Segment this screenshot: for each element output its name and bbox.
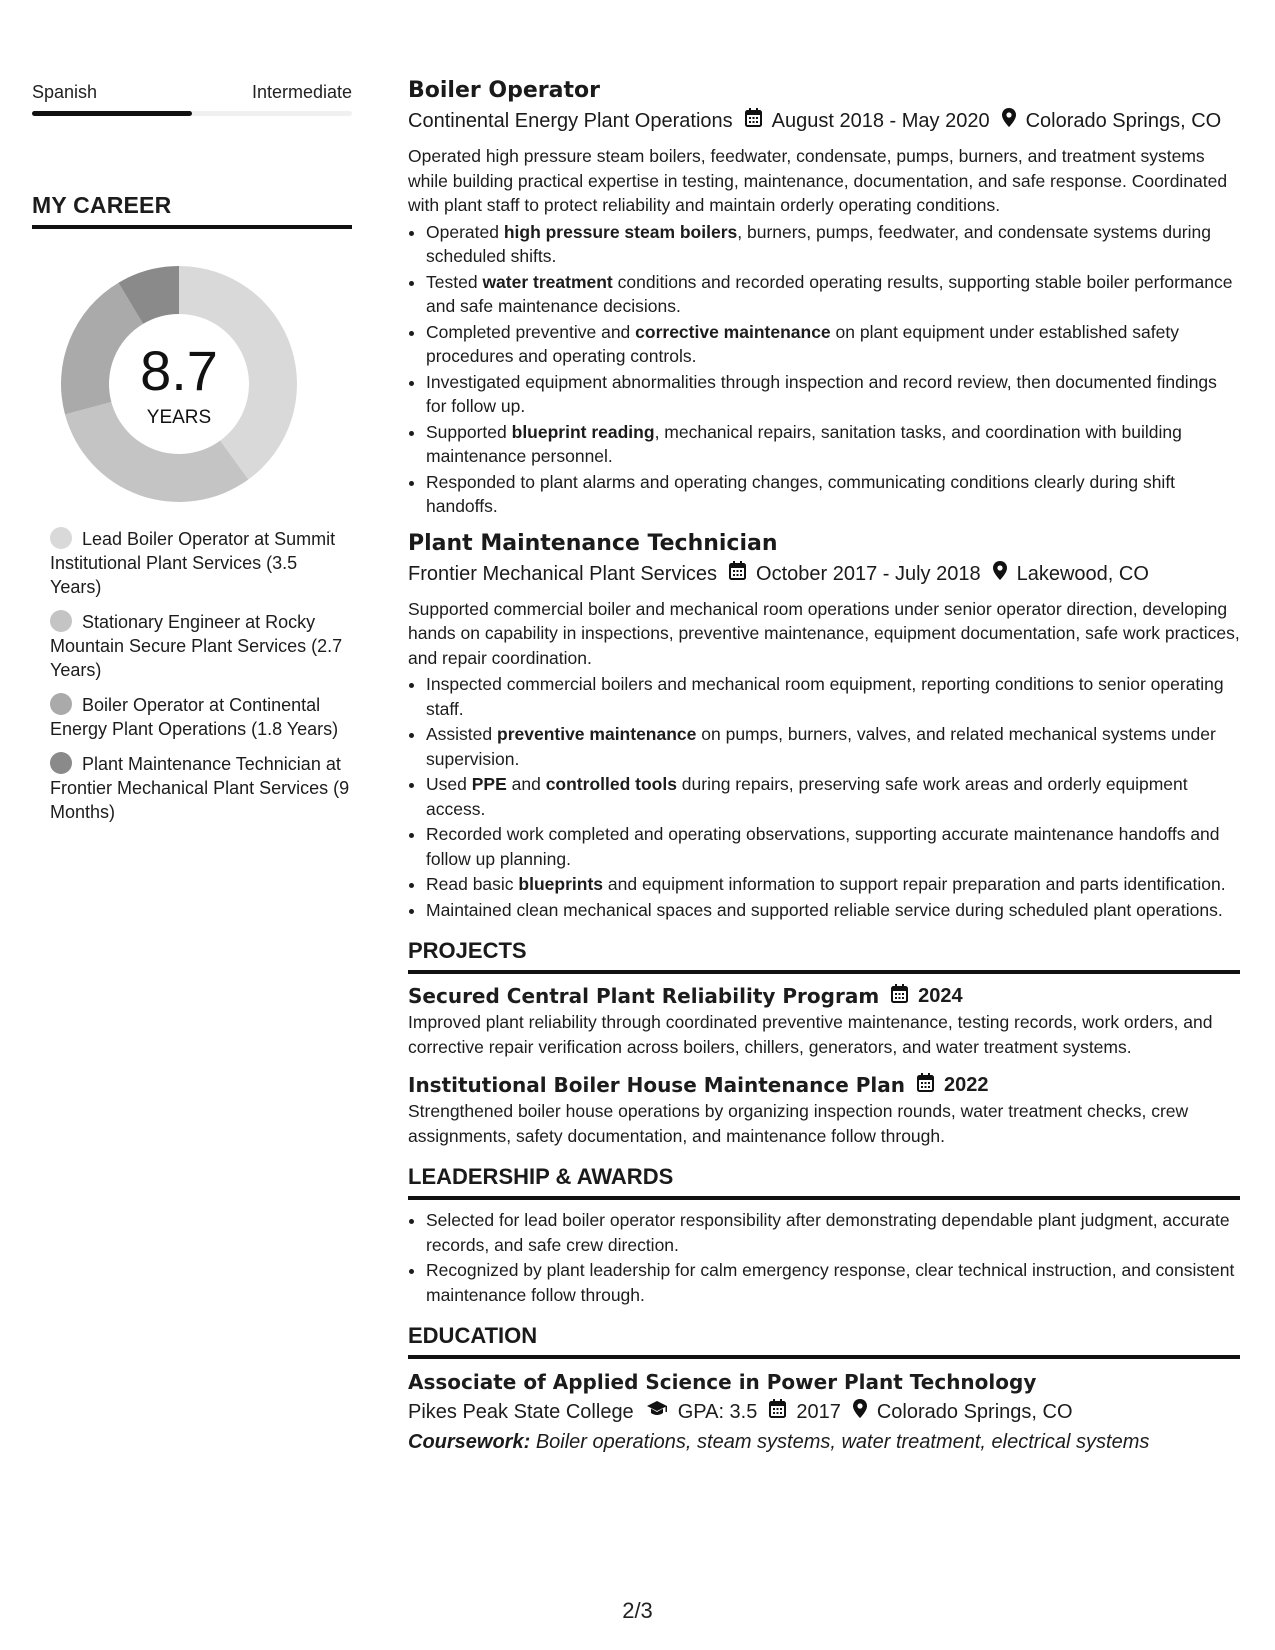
project-year: 2024 <box>918 985 963 1007</box>
job-bullets <box>408 672 1240 922</box>
right-column <box>408 76 1240 1457</box>
job-bullet <box>426 470 1240 519</box>
education-location: Colorado Springs, CO <box>876 1401 1073 1423</box>
graduation-cap-icon <box>646 1397 668 1427</box>
bullet-text: and equipment information to support repair preparation and parts identification. <box>603 874 1226 894</box>
bullet-keyword: water treatment <box>482 271 613 292</box>
education-heading: EDUCATION <box>408 1323 1240 1359</box>
education-meta <box>408 1397 1240 1427</box>
job-summary: Supported commercial boiler and mechanical room operations under senior operator direction, developing hands on capability in inspections, preventive maintenance, equipment documentation, safe work practices, and repair coordination. <box>408 598 1240 668</box>
project-title-row <box>408 1071 1240 1099</box>
education-gpa: GPA: 3.5 <box>677 1401 758 1423</box>
bullet-text: on pumps, burners, valves, and related mechanical systems under supervision. <box>426 724 1216 769</box>
project-entry <box>408 982 1240 1059</box>
job-meta <box>408 106 1240 136</box>
experience-entry <box>408 76 1240 519</box>
leadership-item: • Selected for lead boiler operator responsibility after demonstrating dependable plant judgment, accurate records, and safe crew direction. <box>426 1208 1240 1257</box>
job-bullet <box>426 722 1240 771</box>
calendar-icon <box>745 106 762 136</box>
job-company: Frontier Mechanical Plant Services <box>408 562 718 585</box>
education-degree: Associate of Applied Science in Power Plant Technology <box>408 1370 1037 1394</box>
legend-dot <box>50 693 72 715</box>
career-donut-center <box>56 261 302 507</box>
career-donut-chart <box>56 261 302 507</box>
bullet-text: Responded to plant alarms and operating changes, communicating conditions clearly during shift handoffs. <box>426 471 1176 516</box>
education-year: 2017 <box>796 1401 841 1423</box>
career-legend-item <box>50 752 352 824</box>
bullet-keyword: blueprints <box>518 874 604 894</box>
legend-dot <box>50 752 72 774</box>
bullet-text: and <box>506 774 546 794</box>
bullet-text: Used <box>426 774 472 794</box>
page-number: 2/3 <box>622 1598 653 1623</box>
job-bullet <box>426 822 1240 871</box>
career-total-value: 8.7 <box>140 339 218 402</box>
bullet-text: Read basic <box>426 874 519 894</box>
bullet-keyword: corrective maintenance <box>635 321 831 342</box>
project-year: 2022 <box>943 1074 989 1096</box>
project-entry <box>408 1071 1240 1148</box>
bullet-text: conditions and recorded operating results, supporting stable boiler performance and safe maintenance decisions. <box>426 271 1233 316</box>
calendar-icon <box>891 982 908 1010</box>
language-name: Spanish <box>32 82 98 102</box>
language-proficiency-bar <box>32 111 352 116</box>
job-bullet <box>426 220 1240 269</box>
job-meta <box>408 559 1240 589</box>
coursework-text: Boiler operations, steam systems, water treatment, electrical systems <box>535 1431 1150 1453</box>
bullet-text: , burners, pumps, feedwater, and condensate systems during scheduled shifts. <box>426 221 1211 266</box>
bullet-text: Tested <box>426 271 483 292</box>
project-title-row <box>408 982 1240 1010</box>
language-proficiency-fill <box>32 111 192 116</box>
job-bullets <box>408 220 1240 519</box>
language-row <box>32 82 352 103</box>
bullet-text: Investigated equipment abnormalities through inspection and record review, then documented findings for follow up. <box>426 371 1217 416</box>
projects-list <box>408 982 1240 1148</box>
experience-section <box>408 76 1240 922</box>
job-bullet <box>426 420 1240 469</box>
calendar-icon <box>917 1071 934 1099</box>
bullet-text: Operated <box>426 221 504 242</box>
career-legend-label: Lead Boiler Operator at Summit Institutional Plant Services (3.5 Years) <box>50 529 336 597</box>
bullet-keyword: preventive maintenance <box>497 724 697 744</box>
project-title: Secured Central Plant Reliability Program <box>408 984 880 1008</box>
bullet-text: , mechanical repairs, sanitation tasks, and coordination with building maintenance personnel. <box>426 421 1182 466</box>
career-total-unit: YEARS <box>146 407 212 428</box>
career-legend-label: Plant Maintenance Technician at Frontier Mechanical Plant Services (9 Months) <box>50 754 350 822</box>
education-school: Pikes Peak State College <box>408 1401 634 1423</box>
education-entry <box>408 1367 1240 1457</box>
job-summary: Operated high pressure steam boilers, feedwater, condensate, pumps, burners, and treatment systems while building practical expertise in testing, maintenance, documentation, and safe response. Coordinated with plant staff to protect reliability and maintain orderly operating conditions. <box>408 146 1228 215</box>
bullet-text: Supported <box>426 421 512 442</box>
job-dates: October 2017 - July 2018 <box>756 562 981 585</box>
bullet-keyword: controlled tools <box>545 774 677 794</box>
career-legend <box>32 527 352 824</box>
career-heading: MY CAREER <box>32 192 352 229</box>
career-legend-item <box>50 610 352 682</box>
language-level: Intermediate <box>251 82 352 102</box>
job-location: Lakewood, CO <box>1016 562 1149 585</box>
job-bullet <box>426 370 1240 419</box>
bullet-text: on plant equipment under established safety procedures and operating controls. <box>426 321 1179 366</box>
leadership-item: • Recognized by plant leadership for calm emergency response, clear technical instruction, and consistent maintenance follow through. <box>426 1258 1240 1307</box>
career-legend-label: Stationary Engineer at Rocky Mountain Secure Plant Services (2.7 Years) <box>50 612 343 680</box>
job-title: Plant Maintenance Technician <box>408 530 778 556</box>
calendar-icon <box>729 559 746 589</box>
career-legend-label: Boiler Operator at Continental Energy Plant Operations (1.8 Years) <box>50 695 339 739</box>
project-title: Institutional Boiler House Maintenance Plan <box>408 1073 905 1097</box>
job-bullet <box>426 270 1240 319</box>
project-description: Improved plant reliability through coordinated preventive maintenance, testing records, work orders, and corrective repair verification across boilers, chillers, generators, and water treatment systems. <box>408 1012 1213 1057</box>
left-column <box>32 82 352 835</box>
project-description: Strengthened boiler house operations by organizing inspection rounds, water treatment checks, crew assignments, safety documentation, and maintenance follow through. <box>408 1101 1189 1146</box>
leadership-list <box>408 1208 1240 1307</box>
bullet-text: Maintained clean mechanical spaces and supported reliable service during scheduled plant operations. <box>426 899 1223 920</box>
bullet-text: Completed preventive and <box>426 321 636 342</box>
legend-dot <box>50 610 72 632</box>
job-location: Colorado Springs, CO <box>1025 110 1222 132</box>
job-bullet <box>426 672 1240 721</box>
bullet-text: Assisted <box>426 724 497 744</box>
coursework-label: Coursework: <box>408 1431 531 1453</box>
projects-heading: PROJECTS <box>408 938 1240 974</box>
calendar-icon <box>769 1397 786 1427</box>
job-bullet <box>426 320 1240 369</box>
job-bullet <box>426 872 1240 897</box>
education-coursework <box>408 1427 1240 1457</box>
bullet-text: Inspected commercial boilers and mechanical room equipment, reporting conditions to senior operating staff. <box>426 674 1224 719</box>
bullet-keyword: blueprint reading <box>511 421 655 442</box>
job-bullet <box>426 898 1240 923</box>
location-pin-icon <box>853 1397 867 1427</box>
leadership-heading: LEADERSHIP & AWARDS <box>408 1164 1240 1200</box>
job-company: Continental Energy Plant Operations <box>408 110 733 132</box>
career-legend-item <box>50 693 352 741</box>
job-dates: August 2018 - May 2020 <box>771 110 990 132</box>
bullet-text: during repairs, preserving safe work areas and orderly equipment access. <box>426 774 1188 819</box>
job-bullet <box>426 772 1240 821</box>
bullet-keyword: PPE <box>471 774 507 794</box>
location-pin-icon <box>993 559 1007 589</box>
job-title: Boiler Operator <box>408 78 600 103</box>
location-pin-icon <box>1002 106 1016 136</box>
career-legend-item <box>50 527 352 599</box>
bullet-text: Recorded work completed and operating observations, supporting accurate maintenance handoffs and follow up planning. <box>426 824 1220 869</box>
legend-dot <box>50 527 72 549</box>
experience-entry <box>408 529 1240 923</box>
bullet-keyword: high pressure steam boilers <box>503 221 738 242</box>
